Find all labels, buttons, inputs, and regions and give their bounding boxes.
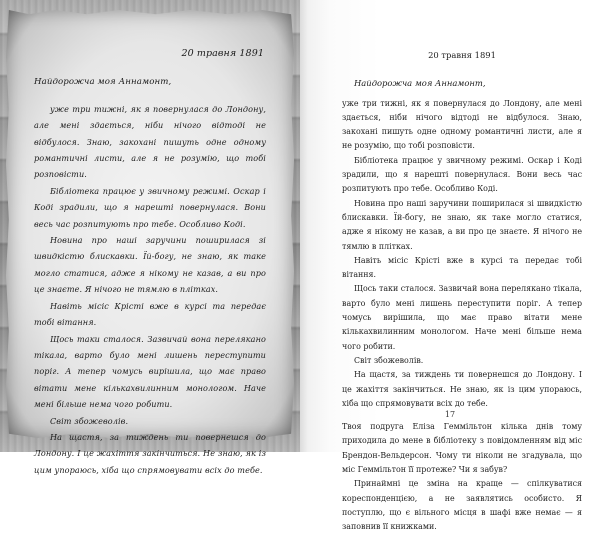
printed-letter-paragraph: Бібліотека працює у звичному режимі. Оскар і Коді зрадили, що я нарешті повернулася. Вони весь час розпитують про тебе. Особливо Коді. — [342, 155, 582, 194]
printed-letter-paragraph: На щастя, за тиждень ти повернешся до Лондону. І це жахіття закінчиться. Не знаю, як із цим упораюсь, хіба що спрямовувати всіх до тебе. — [342, 370, 582, 408]
handwritten-letter — [34, 46, 266, 478]
printed-letter-paragraph: Світ збожеволів. — [354, 355, 424, 365]
printed-narrative — [342, 420, 582, 534]
letter-salutation: Найдорожча моя Аннамонт, — [34, 77, 172, 88]
printed-letter-paragraph: Новина про наші заручини поширилася зі швидкістю блискавки. Їй-богу, не знаю, як таке могло статися, адже я нікому не казав, а ви про це знаєте. Я нічого не тямлю в плітках. — [342, 198, 582, 251]
handwritten-paragraph: Навіть місіс Крісті вже в курсі та передає тобі вітання. — [34, 300, 266, 328]
letter-body — [34, 101, 266, 478]
handwritten-paragraph: Світ збожеволів. — [50, 415, 129, 426]
printed-salutation: Найдорожча моя Аннамонт, — [354, 78, 486, 89]
printed-letter-paragraph: уже три тижні, як я повернулася до Лондону, але мені здається, ніби нічого відтоді не відбулося. Знаю, закохані пишуть одне одному романтичні листи, але я не розумію, що тобі розповісти. — [342, 98, 582, 151]
handwritten-paragraph: Новина про наші заручини поширилася зі швидкістю блискавки. Їй-богу, не знаю, як таке могло статися, адже я нікому не казав, а ви про це знаєте. Я нічого не тямлю в плітках. — [34, 235, 266, 295]
printed-letter-paragraph: Навіть місіс Крісті вже в курсі та передає тобі вітання. — [342, 255, 582, 280]
printed-letter-body — [342, 97, 582, 412]
right-page-printed — [300, 0, 600, 532]
printed-date: 20 травня 1891 — [428, 50, 496, 60]
handwritten-paragraph: Щось таки сталося. Зазвичай вона перелякано тікала, варто було мені лишень переступити поріг. А тепер чомусь вирішила, що має право вітати мене кількахвилинним монологом. Наче мені більше нема чого робити. — [34, 333, 266, 410]
handwritten-paragraph: На щастя, за тиждень ти повернешся до Лондону. І це жахіття закінчиться. Не знаю, як із цим упораюсь, хіба що спрямовувати всіх до тебе. — [34, 431, 266, 475]
printed-narrative-paragraph: Принаймні це зміна на краще — спілкуватися кореспонденцією, а не заявлятись особисто. Я поступлю, що є вільного місця в шафі вже немає — я заповнив її книжками. — [342, 479, 582, 532]
left-page-wood-background — [0, 0, 300, 475]
printed-narrative-paragraph: Твоя подруга Еліза Геммільтон кілька днів тому приходила до мене в бібліотеку з повідомленням від міс Брендон-Вельдерсон. Чому ти ніколи не згадувала, що міс Геммільтон її протеже? Чи я забув? — [342, 422, 582, 475]
letter-date: 20 травня 1891 — [181, 48, 264, 59]
printed-letter-paragraph: Щось таки сталося. Зазвичай вона перелякано тікала, варто було мені лишень переступити поріг. А тепер чомусь вирішила, що має право вітати мене кількахвилинним монологом. Наче мені більше нема чого робити. — [342, 284, 582, 351]
handwritten-paragraph: уже три тижні, як я повернулася до Лондону, але мені здається, ніби нічого відтоді не відбулося. Знаю, закохані пишуть одне одному романтичні листи, але я не розумію, що тобі розповісти. — [34, 103, 266, 180]
page-number: 17 — [444, 410, 456, 419]
handwritten-paragraph: Бібліотека працює у звичному режимі. Оскар і Коді зрадили, що я нарешті повернулася. Вони весь час розпитують про тебе. Особливо Коді. — [34, 185, 266, 229]
printed-text — [342, 48, 582, 535]
